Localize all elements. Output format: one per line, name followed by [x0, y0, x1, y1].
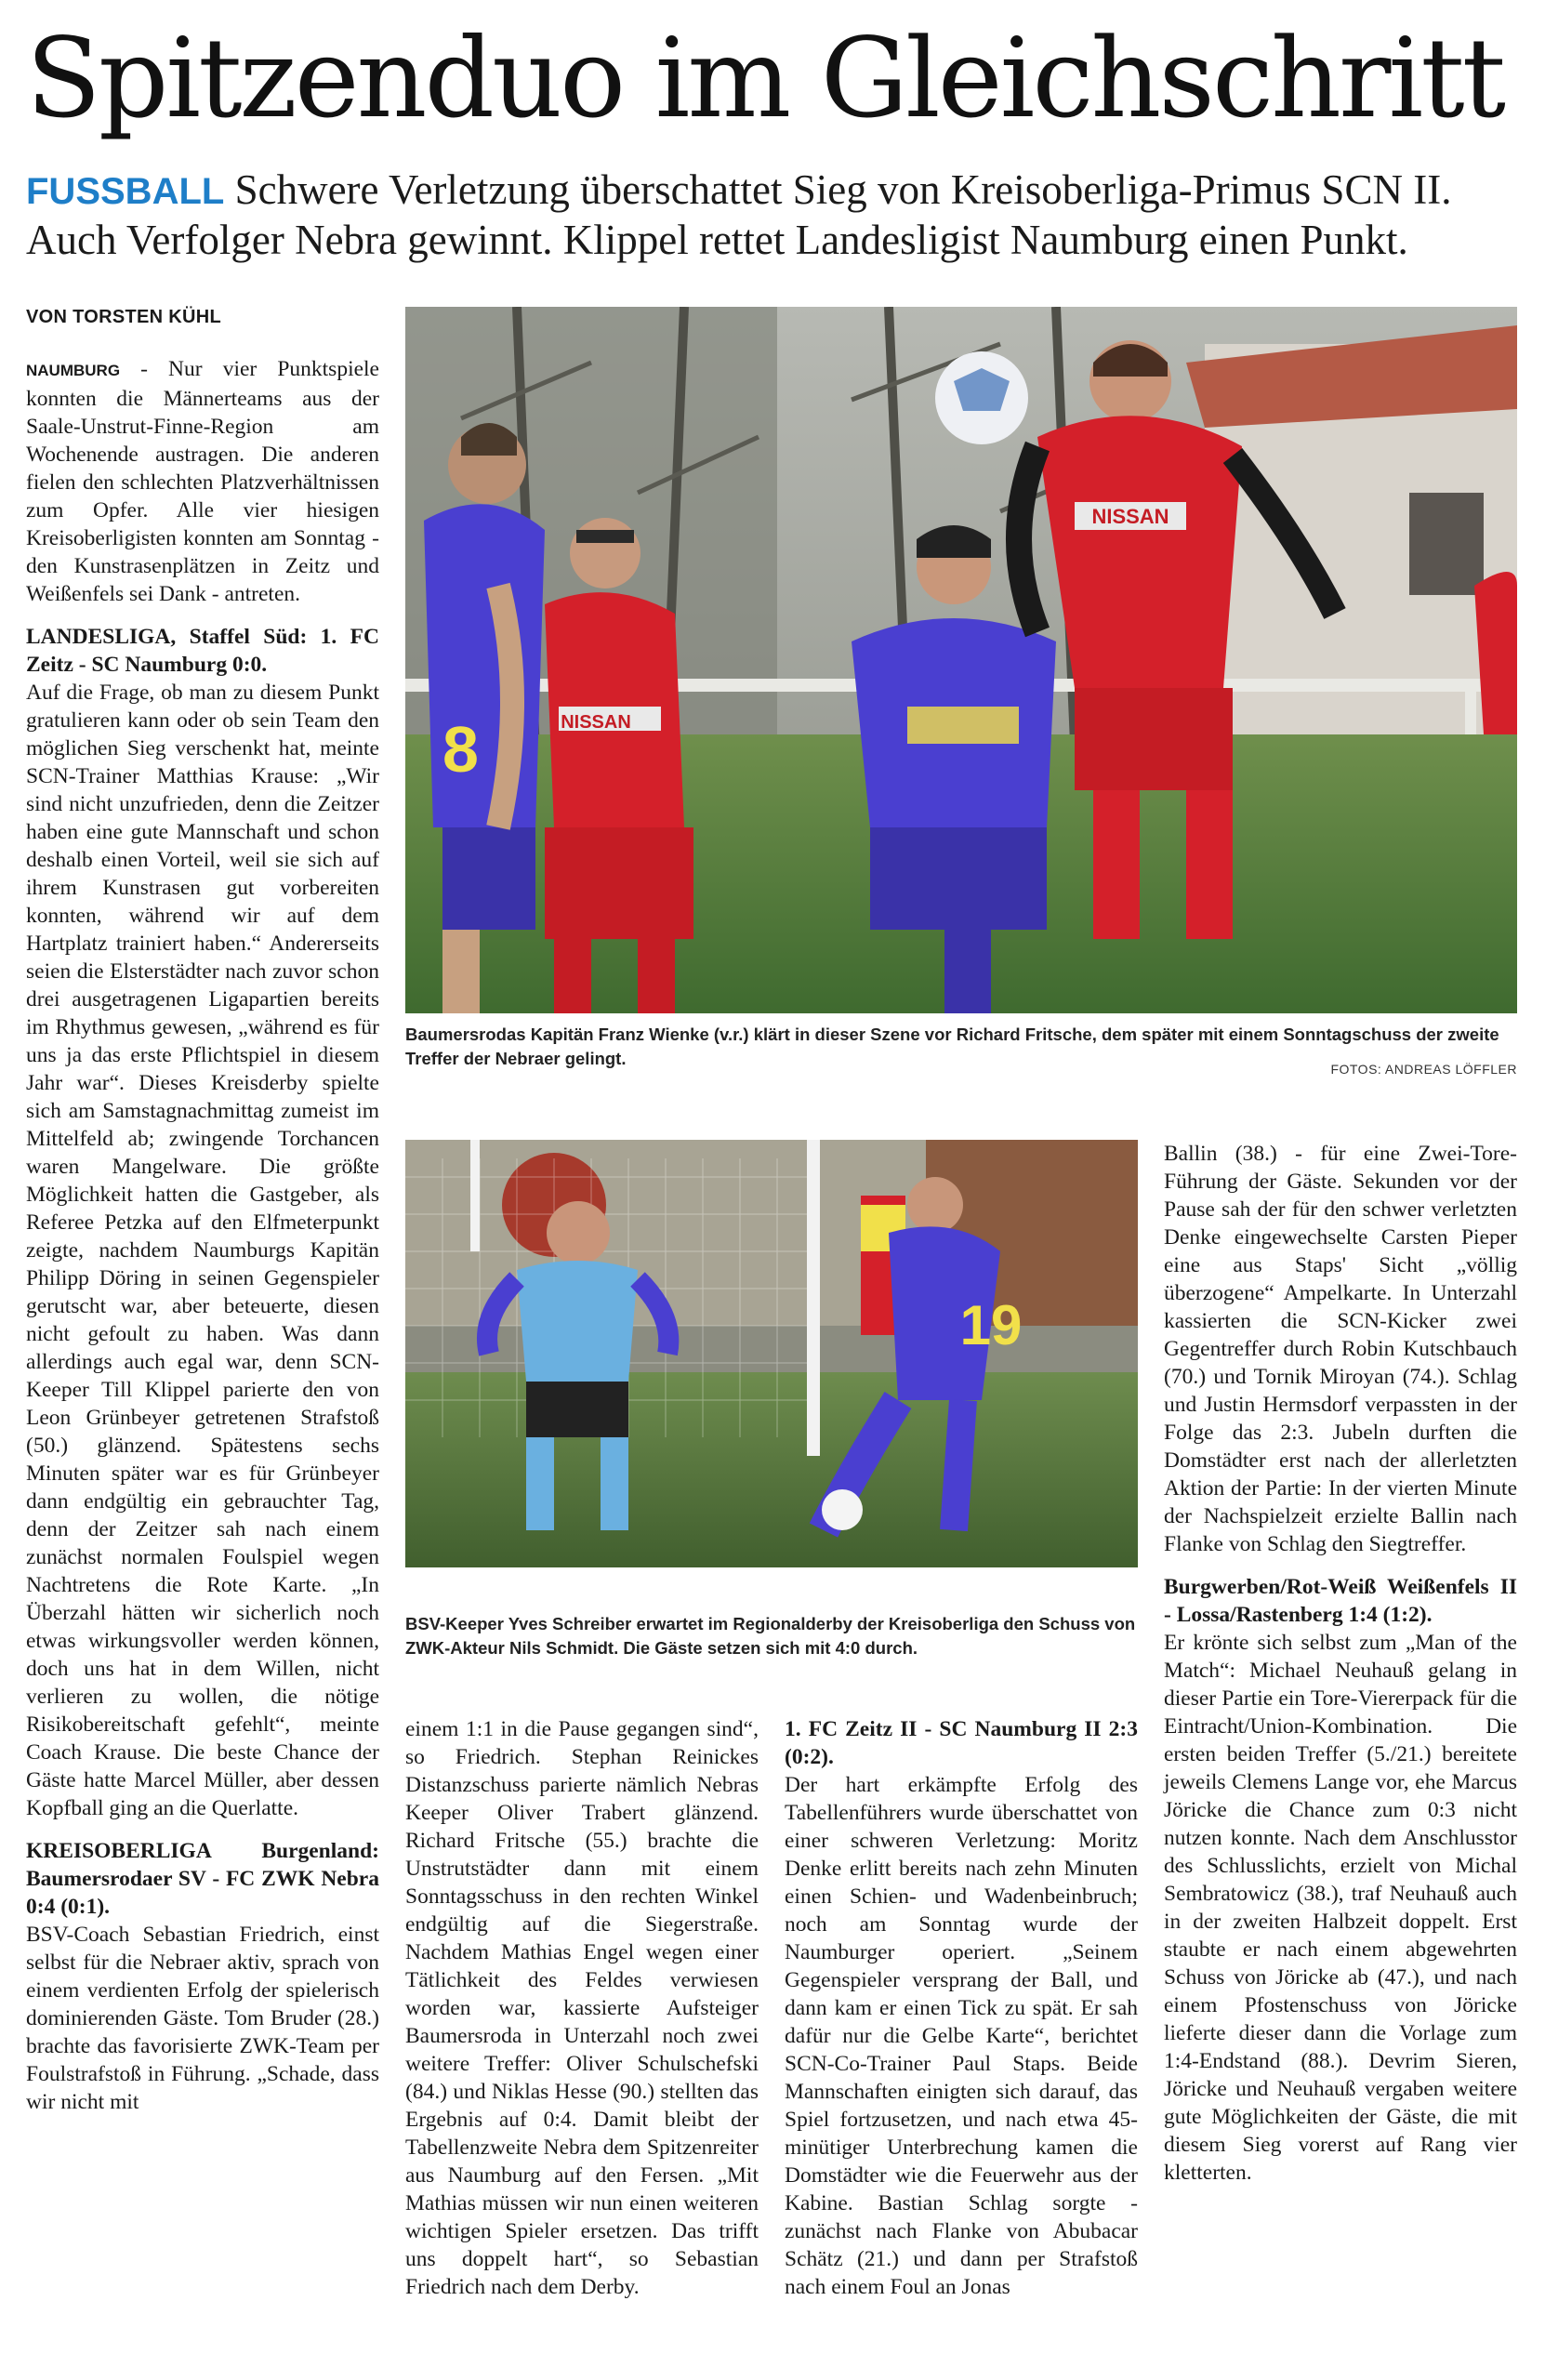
football-header-scene: [405, 307, 1517, 1013]
subheadline: [26, 165, 1523, 264]
intro-text: - Nur vier Punktspiele konnten die Männerteams aus der Saale-Unstrut-Finne-Region am Wochenende austragen. Die anderen fielen den schlechten Platzverhältnissen zum Opfer. Alle vier hiesigen Kreisoberligisten konnten am Sonntag - den Kunstrasenplätzen in Zeitz und Weißenfels sei Dank - antreten.: [26, 357, 379, 606]
sponsor-label-left: NISSAN: [561, 712, 631, 733]
landesliga-paragraph: Auf die Frage, ob man zu diesem Punkt gratulieren kann oder ob sein Team den möglichen Sieg verschenkt hat, meinte SCN-Trainer Matthias Krause: „Wir sind nicht unzufrieden, denn die Zeitzer haben eine gute Mannschaft und schon deshalb einen Vorteil, weil sie sich auf ihrem Kunstrasen gut vorbereiten konnten, während wir auf dem Hartplatz trainiert haben.“ Andererseits seien die Elsterstädter nach zuvor schon drei ausgetragenen Ligapartien bereits im Rhythmus gewesen, „während es für uns ja das erste Pflichtspiel in diesem Jahr war“. Dieses Kreisderby spielte sich am Samstagnachmittag zumeist im Mittelfeld ab; zwingende Torchancen waren Mangelware. Die größte Möglichkeit hatten die Gastgeber, als Referee Petzka auf den Elfmeterpunkt zeigte, nachdem Naumburgs Kapitän Philipp Döring in seinen Gegenspieler gerutscht war, aber beteuerte, diesen nicht gefoult zu haben. Was dann allerdings auch egal war, denn SCN-Keeper Till Klippel parierte den von Leon Grünbeyer getretenen Strafstoß (50.) glänzend. Spätestens sechs Minuten später war es für Grünbeyer dann endgültig ein gebrauchter Tag, denn der Zeitzer sah nach einem zunächst normalen Foulspiel wegen Nachtretens die Rote Karte. „In Überzahl hätten wir sicherlich noch etwas wirkungsvoller werden können, doch uns hat in dem Willen, nicht verlieren zu wollen, die nötige Risikobereitschaft gefehlt“, meinte Coach Krause. Die beste Chance der Gäste hatte Marcel Müller, aber dessen Kopfball ging an die Querlatte.: [26, 681, 379, 1820]
column-4-paragraph: Er krönte sich selbst zum „Man of the Match“: Michael Neuhauß gelang in dieser Partie ein Tore-Viererpack für die Eintracht/Union-Kombination. Die ersten beiden Treffer (5./21.) bereitete jeweils Clemens Lange vor, ehe Marcus Jöricke die Chance zum 0:3 nicht nutzen konnte. Nach dem Anschlusstor des Schlusslichts, erzielt von Michal Sembratowicz (38.), traf Neuhauß auch in der zweiten Halbzeit doppelt. Erst staubte er nach einem abgewehrten Schuss von Jöricke ab (47.), und nach einem Pfostenschuss von Jöricke lieferte dieser dann die Vorlage zum 1:4-Endstand (88.). Devrim Sieren, Jöricke und Neuhauß vergaben weitere gute Möglichkeiten der Gäste, die mit diesem Sieg vorerst auf Rang vier kletterten.: [1164, 1631, 1517, 2185]
shirt-number: 19: [959, 1294, 1023, 1356]
column-2: [405, 1715, 759, 2301]
main-photo-caption: Baumersrodas Kapitän Franz Wienke (v.r.) klärt in dieser Szene vor Richard Fritsche, dem später mit einem Sonntagschuss der zweite Treffer der Nebraer gelingt.: [405, 1025, 1499, 1068]
goalkeeper-scene: [405, 1140, 1138, 1567]
intro-paragraph: [26, 355, 379, 608]
second-photo-caption: BSV-Keeper Yves Schreiber erwartet im Regionalderby der Kreisoberliga den Schuss von ZWK-Akteur Nils Schmidt. Die Gäste setzen sich mit 4:0 durch.: [405, 1614, 1136, 1658]
second-photo: [405, 1140, 1138, 1567]
shirt-number-left: 8: [442, 713, 479, 786]
column-1: [26, 355, 379, 2116]
column-2-paragraph: einem 1:1 in die Pause gegangen sind“, so Friedrich. Stephan Reinickes Distanzschuss parierte nämlich Nebras Keeper Oliver Trabert glänzend. Richard Fritsche (55.) brachte die Unstrutstädter dann mit einem Sonntagsschuss in den rechten Winkel endgültig auf die Siegerstraße. Nachdem Mathias Engel wegen einer Tätlichkeit des Feldes verwiesen worden war, kassierte Aufsteiger Baumersroda in Unterzahl noch zwei weitere Treffer: Oliver Schulschefski (84.) und Niklas Hesse (90.) stellten das Ergebnis auf 0:4. Damit bleibt der Tabellenzweite Nebra dem Spitzenreiter aus Naumburg auf den Fersen. „Mit Mathias müssen wir nun einen weiteren wichtigen Spieler ersetzen. Das trifft uns doppelt hart“, so Sebastian Friedrich nach dem Derby.: [405, 1717, 759, 2299]
dateline: NAUMBURG: [26, 362, 121, 379]
section-heading-kreisoberliga: KREISOBERLIGA Burgenland: Baumersrodaer SV - FC ZWK Nebra 0:4 (0:1).: [26, 1839, 379, 1919]
subhead-text: Schwere Verletzung überschattet Sieg von Kreisoberliga-Primus SCN II. Auch Verfolger Nebra gewinnt. Klippel rettet Landesligist Naumburg einen Punkt.: [26, 166, 1452, 263]
kicker-fussball: FUSSBALL: [26, 171, 225, 212]
photo-credit: FOTOS: ANDREAS LÖFFLER: [1330, 1062, 1517, 1077]
column-4: [1164, 1140, 1517, 2187]
headline: Spitzenduo im Gleichschritt: [26, 14, 1504, 142]
section-heading-landesliga: LANDESLIGA, Staffel Süd: 1. FC Zeitz - SC Naumburg 0:0.: [26, 625, 379, 677]
section-heading-zeitz-naumburg: 1. FC Zeitz II - SC Naumburg II 2:3 (0:2).: [785, 1717, 1138, 1769]
byline: VON TORSTEN KÜHL: [26, 307, 221, 327]
section-heading-burgwerben: Burgwerben/Rot-Weiß Weißenfels II - Lossa/Rastenberg 1:4 (1:2).: [1164, 1575, 1517, 1627]
main-photo: [405, 307, 1517, 1013]
kreisoberliga-paragraph: BSV-Coach Sebastian Friedrich, einst selbst für die Nebraer aktiv, sprach von einem verdienten Erfolg der spielerisch dominierenden Gäste. Tom Bruder (28.) brachte das favorisierte ZWK-Team per Foulstrafstoß in Führung. „Schade, dass wir nicht mit: [26, 1923, 379, 2114]
column-3-paragraph: Der hart erkämpfte Erfolg des Tabellenführers wurde überschattet von einer schweren Verletzung: Moritz Denke erlitt bereits nach zehn Minuten einen Schien- und Wadenbeinbruch; noch am Sonntag wurde der Naumburger operiert. „Seinem Gegenspieler versprang der Ball, und dann kam er einen Tick zu spät. Er sah dafür nur die Gelbe Karte“, berichtet SCN-Co-Trainer Paul Staps. Beide Mannschaften einigten sich darauf, das Spiel fortzusetzen, und nach etwa 45-minütiger Unterbrechung kamen die Domstädter wie die Feuerwehr aus der Kabine. Bastian Schlag sorgte - zunächst nach Flanke von Abubacar Schätz (21.) und dann per Strafstoß nach einem Foul an Jonas: [785, 1773, 1138, 2299]
column-3: [785, 1715, 1138, 2301]
sponsor-label-right: NISSAN: [1091, 505, 1169, 528]
column-4-continuation: Ballin (38.) - für eine Zwei-Tore-Führung der Gäste. Sekunden vor der Pause sah der für den schwer verletzten Denke eingewechselte Carsten Pieper eine aus Staps' Sicht „völlig überzogene“ Ampelkarte. In Unterzahl kassierten die SCN-Kicker zwei Gegentreffer durch Robin Kutschbauch (70.) und Tornik Miroyan (74.). Schlag und Justin Hermsdorf verpassten in der Folge das 2:3. Jubeln durften die Domstädter erst nach der allerletzten Aktion der Partie: In der vierten Minute der Nachspielzeit erzielte Ballin nach Flanke von Schlag den Siegtreffer.: [1164, 1142, 1517, 1556]
